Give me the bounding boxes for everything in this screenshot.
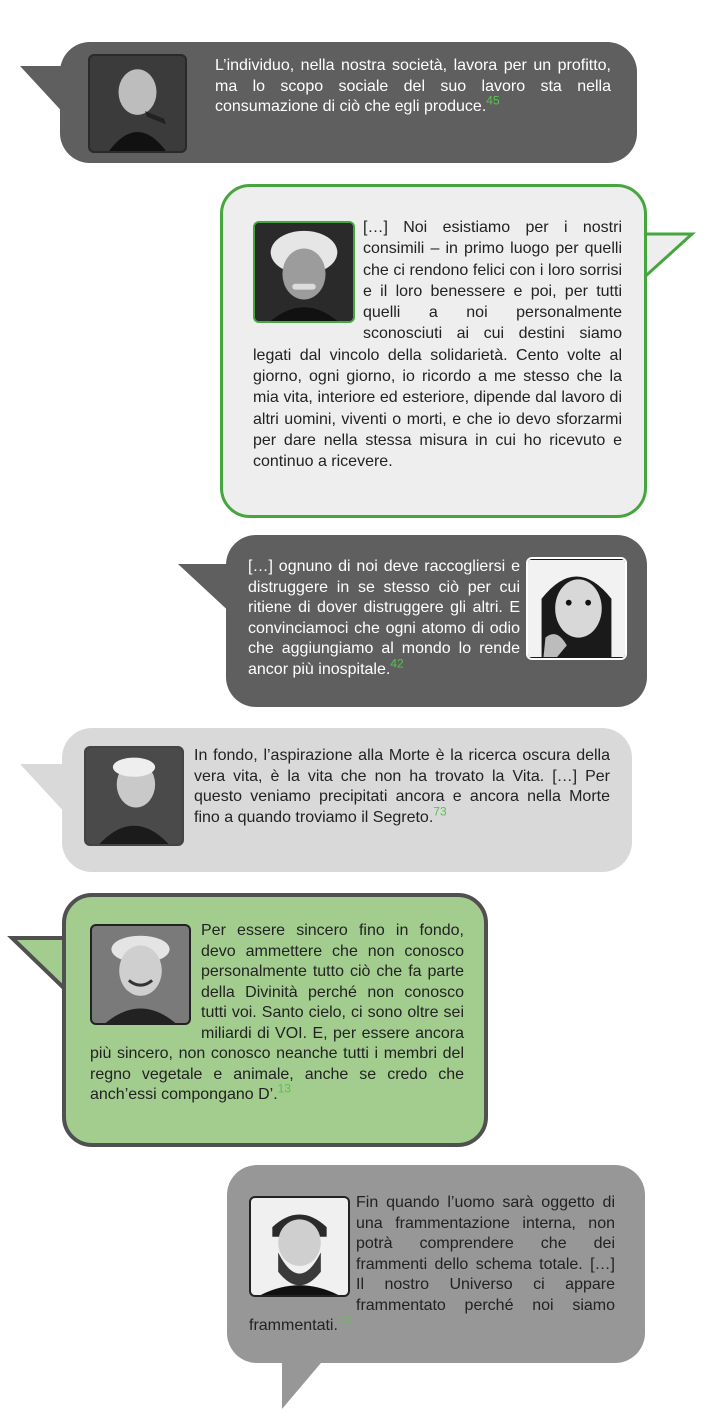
- quote-text: L’individuo, nella nostra società, lavora per un profitto, ma lo scopo sociale del suo lavoro sta nella consumazione di ciò che egli produce.: [215, 57, 611, 115]
- footnote-number: 73: [433, 804, 447, 819]
- portrait-photo-icon: [90, 924, 191, 1025]
- quote-text: […] Noi esistiamo per i nostri consimili – in primo luogo per quelli che ci rendono felici con i loro sorrisi e il loro benessere e poi, per tutti quelli a noi personalmente sconosciuti ai cui destini siamo legati dal vincolo della solidarietà. Cento volte al giorno, ogni giorno, io ricordo a me stesso che la mia vita, interiore ed esteriore, dipende dal lavoro di altri uomini, viventi o morti, e che io devo sforzarmi per dare nella stessa misura in cui ho ricevuto e continuo a ricevere.: [253, 219, 622, 471]
- quote-text: Per essere sincero fino in fondo, devo ammettere che non conosco personalmente tutto ciò che fa parte della Divinità perché non conosco tutti voi. Santo cielo, ci sono oltre sei miliardi di VOI. E, per essere ancora più sincero, non conosco neanche tutti i membri del regno vegetale e animale, anche se credo che anch’essi compongano D’.: [90, 922, 464, 1103]
- quote-bubble-5: [62, 893, 488, 1147]
- quote-bubble-4: [62, 728, 632, 872]
- quote-text: Fin quando l’uomo sarà oggetto di una frammentazione interna, non potrà comprendere che dei frammenti dello schema totale. […] Il nostro Universo ci appare frammentato perché noi siamo frammentati.: [249, 1194, 615, 1334]
- portrait-photo-icon: [249, 1196, 350, 1297]
- portrait-photo-icon: [88, 54, 187, 153]
- quote-bubble-1: [60, 42, 637, 163]
- quote-bubble-3: [226, 535, 647, 707]
- quote-text: In fondo, l’aspirazione alla Morte è la ricerca oscura della vera vita, è la vita che non ha trovato la Vita. […] Per questo veniamo precipitati ancora e ancora nella Morte fino a quando troviamo il Segreto.: [194, 747, 610, 826]
- quote-bubble-2: [220, 184, 647, 518]
- footnote-number: 45: [486, 93, 500, 108]
- footnote-number: 42: [390, 656, 404, 671]
- quote-bubble-6: [227, 1165, 645, 1363]
- portrait-photo-icon: [84, 746, 184, 846]
- footnote-number: 12: [337, 1312, 352, 1327]
- bubble-tail-6: [280, 1355, 350, 1415]
- footnote-number: 13: [277, 1081, 292, 1096]
- quote-text: […] ognuno di noi deve raccogliersi e distruggere in se stesso ciò per cui ritiene di dover distruggere gli altri. E convinciamoci che ogni atomo di odio che aggiungiamo al mondo lo rende ancor più inospitale.: [248, 558, 520, 678]
- portrait-photo-icon: [253, 221, 355, 323]
- portrait-photo-icon: [526, 557, 627, 660]
